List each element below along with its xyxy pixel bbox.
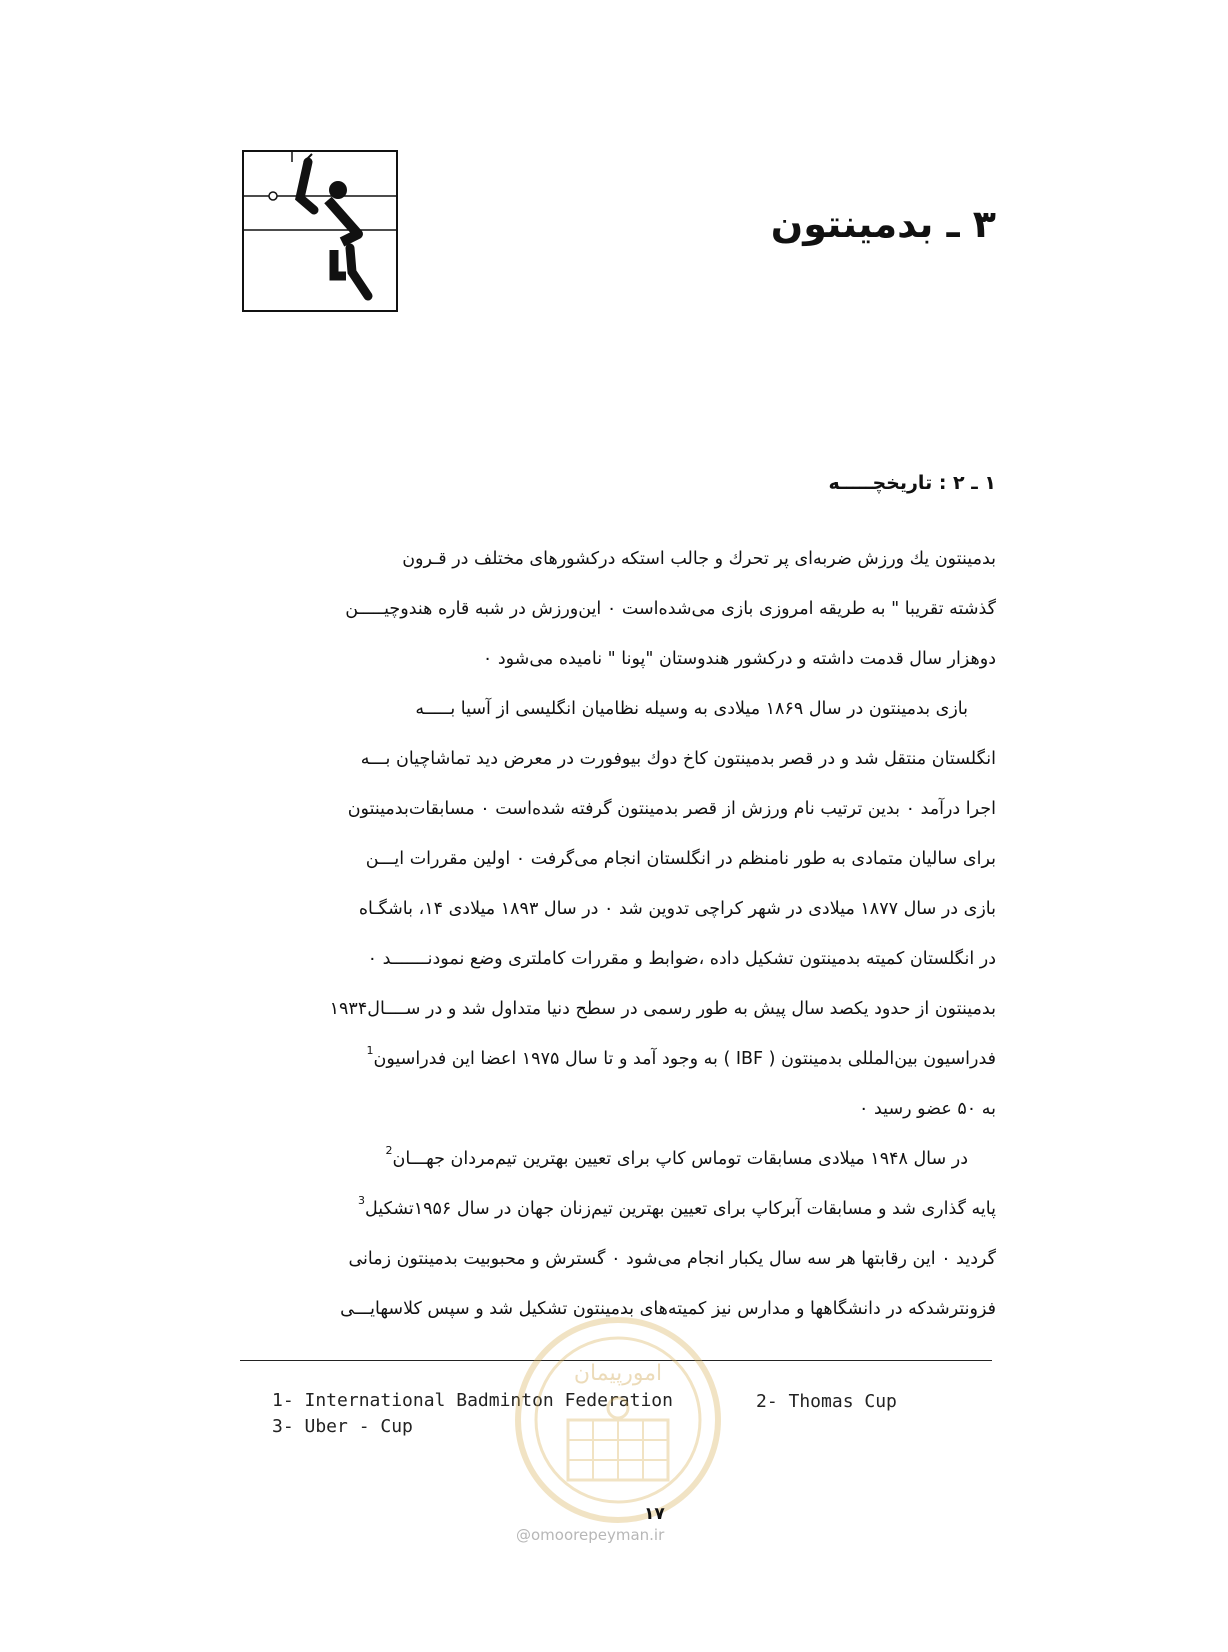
- watermark-seal-text: امورپیمان: [573, 1361, 663, 1386]
- badminton-pictogram: [242, 150, 398, 312]
- body-line: در انگلستان کمیته بدمینتون تشکیل داده ،ضوابط و مقررات کاملتری وضع نمودنـــــــد ۰: [367, 949, 996, 969]
- footnote-mark: 1: [366, 1044, 374, 1057]
- body-line: برای سالیان متمادی به طور نامنظم در انگلستان انجام می‌گرفت ۰ اولین مقررات ایـــن: [365, 849, 996, 869]
- body-line: گردید ۰ این رقابتها هر سه سال یکبار انجام می‌شود ۰ گسترش و محبوبیت بدمینتون زمانی: [348, 1249, 996, 1269]
- footnote-3: 3- Uber - Cup: [272, 1416, 413, 1437]
- body-line: فزونترشدکه در دانشگاهها و مدارس نیز کمیته‌های بدمینتون تشکیل شد و سپس کلاسهایـــی: [340, 1299, 996, 1319]
- body-line-text: فدراسیون بین‌المللی بدمینتون ( IBF ) به وجود آمد و تا سال ۱۹۷۵ اعضا این فدراسیون: [373, 1049, 996, 1069]
- body-line-text: پایه گذاری شد و مسابقات آبرکاپ برای تعیین بهترین تیم‌زنان جهان در سال ۱۹۵۶تشکیل: [365, 1199, 996, 1219]
- body-line: به ۵۰ عضو رسید ۰: [859, 1099, 996, 1119]
- body-line: گذشته تقریبا " به طریقه امروزی بازی می‌شده‌است ۰ این‌ورزش در شبه قاره هندوچیـــــن: [345, 599, 996, 619]
- watermark-text: @omoorepeyman.ir: [516, 1526, 665, 1544]
- footnote-mark: 2: [385, 1144, 393, 1157]
- body-line: [234, 1034, 996, 1084]
- page-number: ۱۷: [644, 1504, 665, 1524]
- footnote-mark: 3: [358, 1194, 366, 1207]
- watermark-seal-icon: [508, 1310, 728, 1530]
- footnote-2: 2- Thomas Cup: [756, 1391, 897, 1412]
- body-line: [234, 1134, 996, 1184]
- section-heading: ۱ ـ ۲ : تاریخچـــــه: [828, 472, 996, 494]
- body-line: بدمینتون از حدود یکصد سال پیش به طور رسمی در سطح دنیا متداول شد و در ســــال۱۹۳۴: [329, 999, 996, 1019]
- body-line: دوهزار سال قدمت داشته و درکشور هندوستان "پونا " نامیده می‌شود ۰: [482, 649, 996, 669]
- body-text: [234, 534, 996, 1334]
- body-line: [234, 1184, 996, 1234]
- badminton-player-icon: [242, 150, 398, 312]
- footnote-1: 1- International Badminton Federation: [272, 1390, 673, 1411]
- chapter-title: ۳ ـ بدمینتون: [770, 202, 996, 246]
- body-line: بازی در سال ۱۸۷۷ میلادی در شهر کراچی تدوین شد ۰ در سال ۱۸۹۳ میلادی ۱۴، باشگـاه: [358, 899, 996, 919]
- body-line: بازی بدمینتون در سال ۱۸۶۹ میلادی به وسیله نظامیان انگلیسی از آسیا بـــــه: [415, 699, 968, 719]
- body-line-text: در سال ۱۹۴۸ میلادی مسابقات توماس کاپ برای تعیین بهترین تیم‌مردان جهـــان: [392, 1149, 968, 1169]
- body-line: انگلستان منتقل شد و در قصر بدمینتون کاخ دوك بیوفورت در معرض دید تماشاچیان بـــه: [360, 749, 996, 769]
- body-line: اجرا درآمد ۰ بدین ترتیب نام ورزش از قصر بدمینتون گرفته شده‌است ۰ مسابقات‌بدمینتون: [347, 799, 996, 819]
- body-line: بدمینتون یك ورزش ضربه‌ای پر تحرك و جالب استکه درکشورهای مختلف در قـرون: [402, 549, 996, 569]
